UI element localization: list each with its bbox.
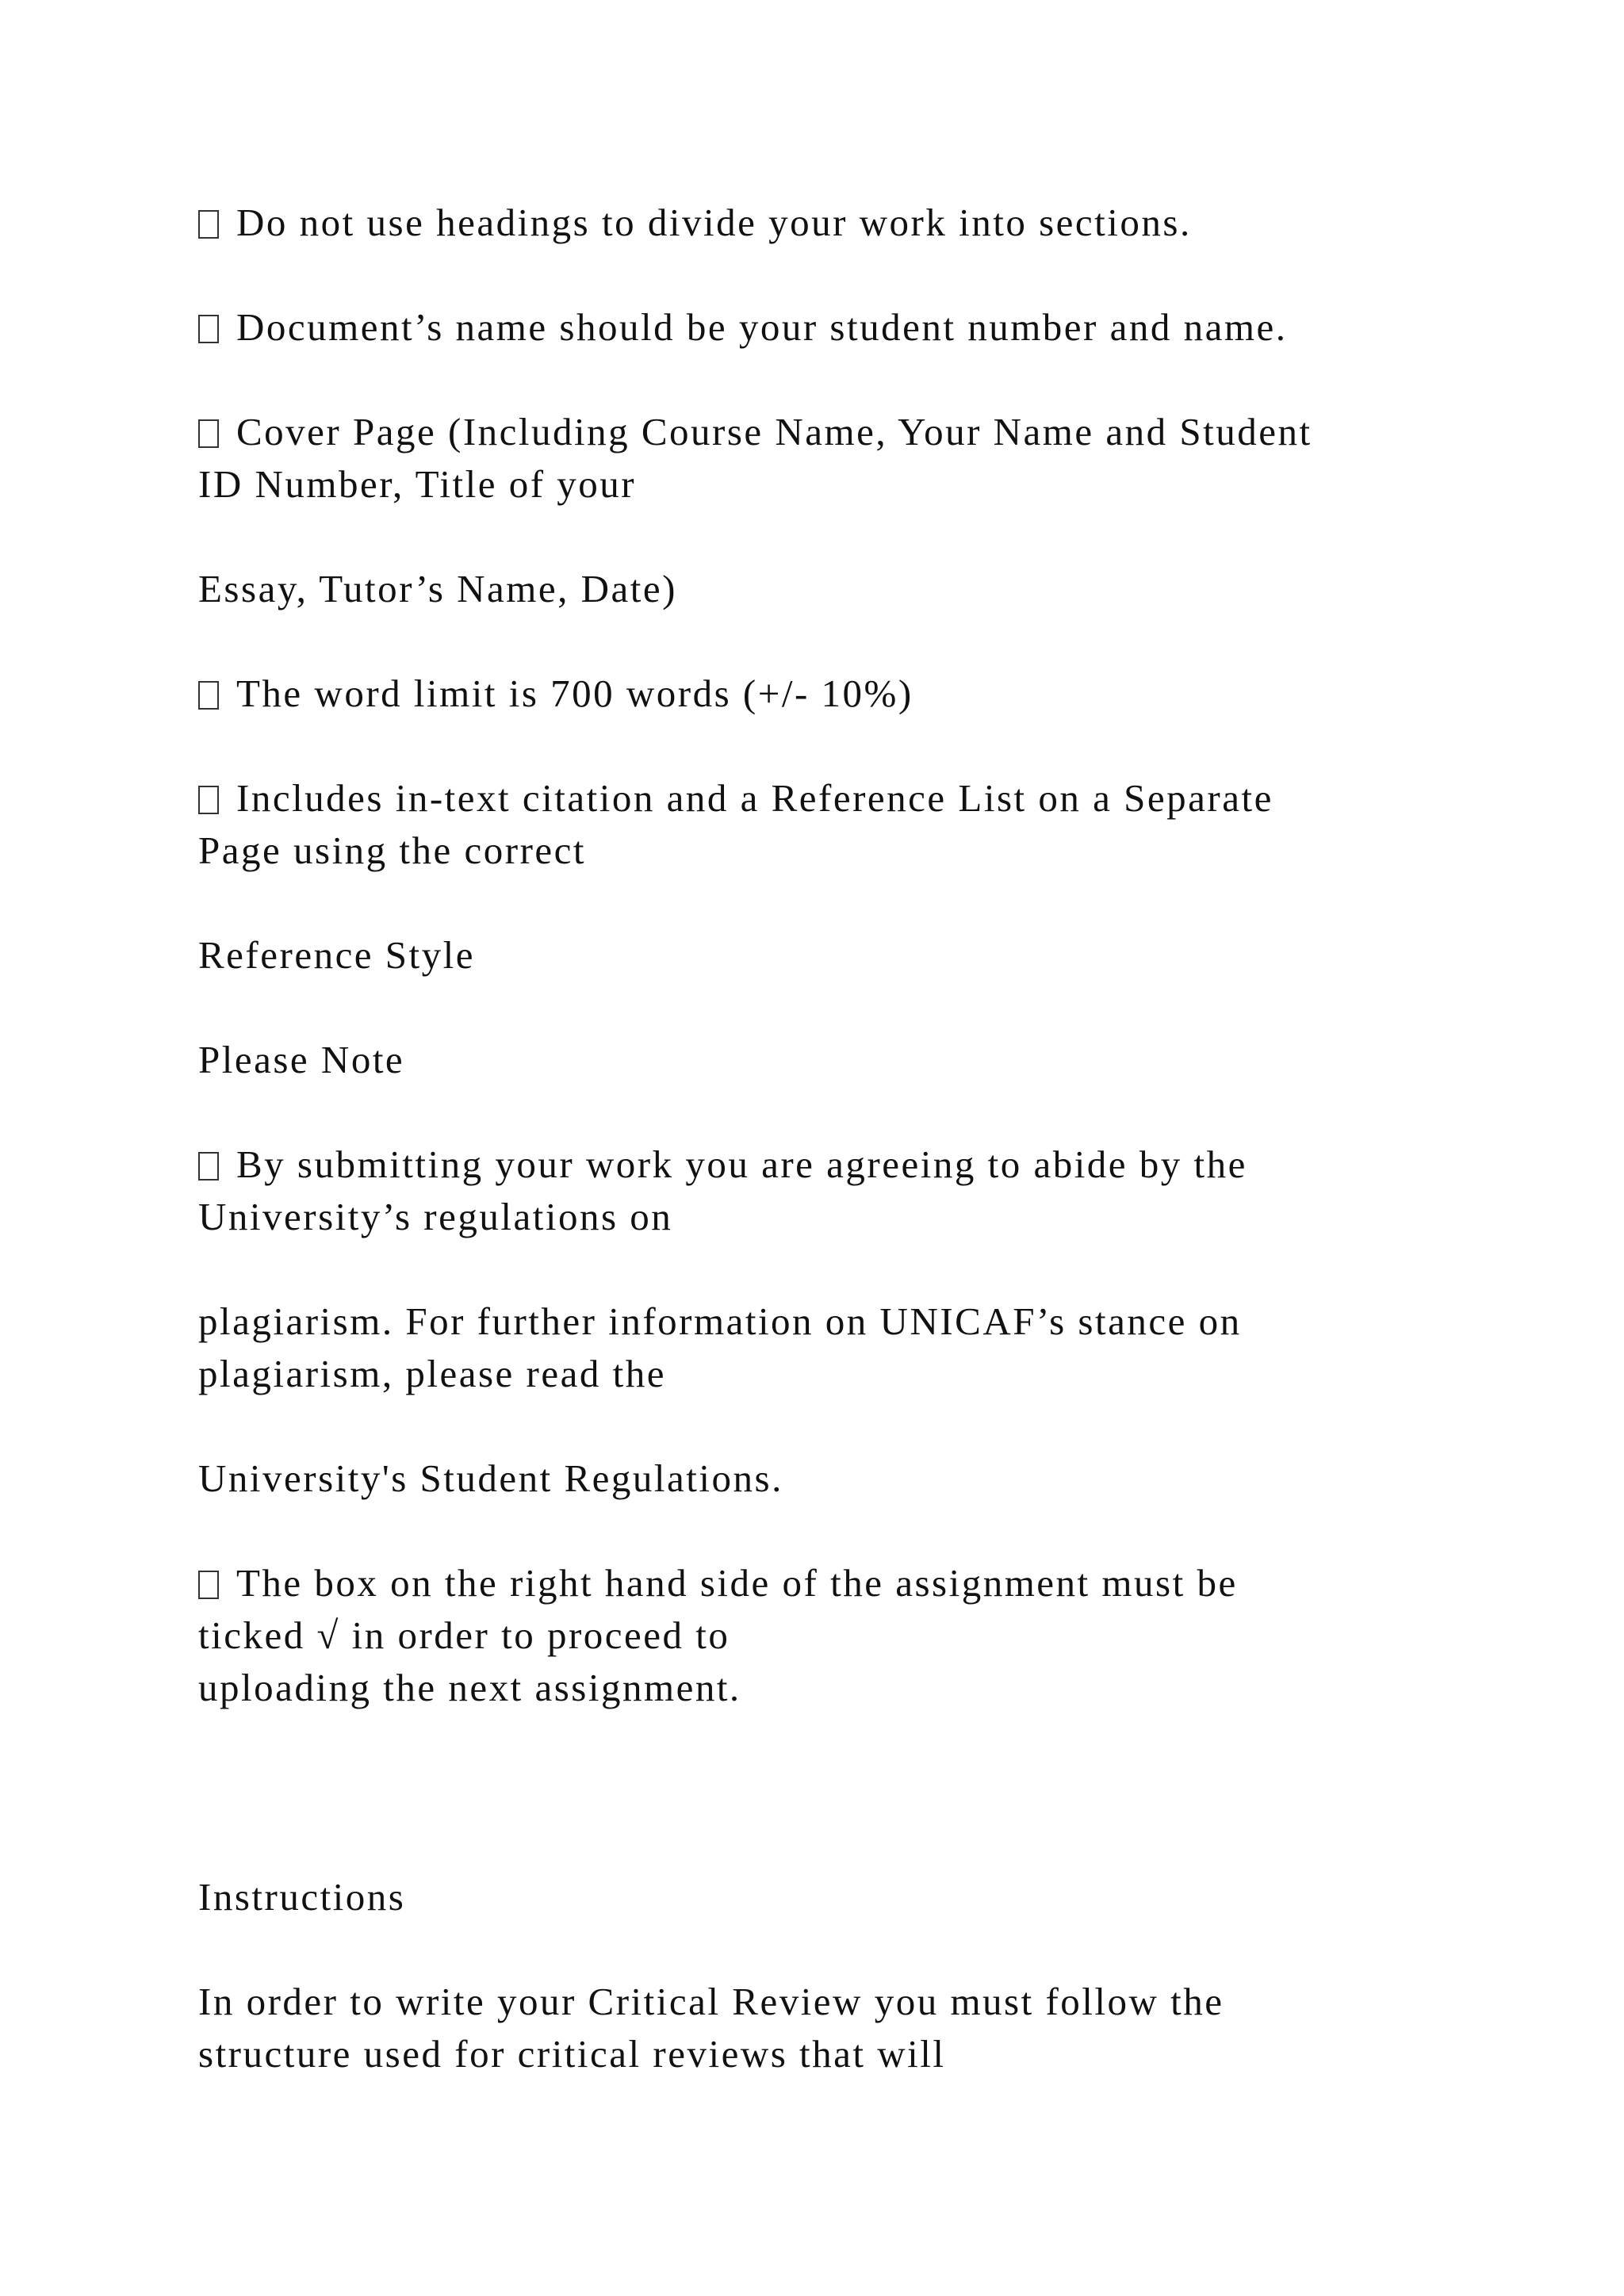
missing-glyph-box-icon <box>198 210 219 239</box>
line-citation-cont: Page using the correct <box>198 828 587 872</box>
missing-glyph-box-icon <box>198 1571 219 1599</box>
line-citation: Includes in-text citation and a Reference List on a Separate <box>198 772 1274 825</box>
missing-glyph-box-icon <box>198 786 219 814</box>
line-headings: Do not use headings to divide your work into sections. <box>198 197 1192 249</box>
line-box-right: The box on the right hand side of the assignment must be <box>198 1557 1238 1609</box>
line-plagiarism: plagiarism. For further information on UNICAF’s stance on <box>198 1299 1242 1343</box>
line-word-limit: The word limit is 700 words (+/- 10%) <box>198 668 914 720</box>
heading-please-note: Please Note <box>198 1038 405 1081</box>
line-submitting: By submitting your work you are agreeing to abide by the <box>198 1138 1247 1191</box>
heading-instructions: Instructions <box>198 1875 406 1919</box>
line-plagiarism-cont: plagiarism, please read the <box>198 1352 666 1395</box>
line-cover-page-cont: ID Number, Title of your <box>198 462 637 506</box>
line-student-regulations: University's Student Regulations. <box>198 1456 783 1500</box>
line-uploading: uploading the next assignment. <box>198 1666 741 1709</box>
missing-glyph-box-icon <box>198 1152 219 1181</box>
missing-glyph-box-icon <box>198 419 219 448</box>
line-ticked: ticked √ in order to proceed to <box>198 1613 730 1657</box>
line-structure: structure used for critical reviews that will <box>198 2032 946 2076</box>
missing-glyph-box-icon <box>198 315 219 343</box>
line-document-name: Document’s name should be your student number and name. <box>198 301 1288 354</box>
missing-glyph-box-icon <box>198 681 219 710</box>
line-cover-page: Cover Page (Including Course Name, Your Name and Student <box>198 406 1312 458</box>
line-reference-style: Reference Style <box>198 933 476 977</box>
line-critical-review: In order to write your Critical Review you must follow the <box>198 1980 1224 2023</box>
line-cover-page-end: Essay, Tutor’s Name, Date) <box>198 567 677 610</box>
line-regulations: University’s regulations on <box>198 1195 673 1238</box>
